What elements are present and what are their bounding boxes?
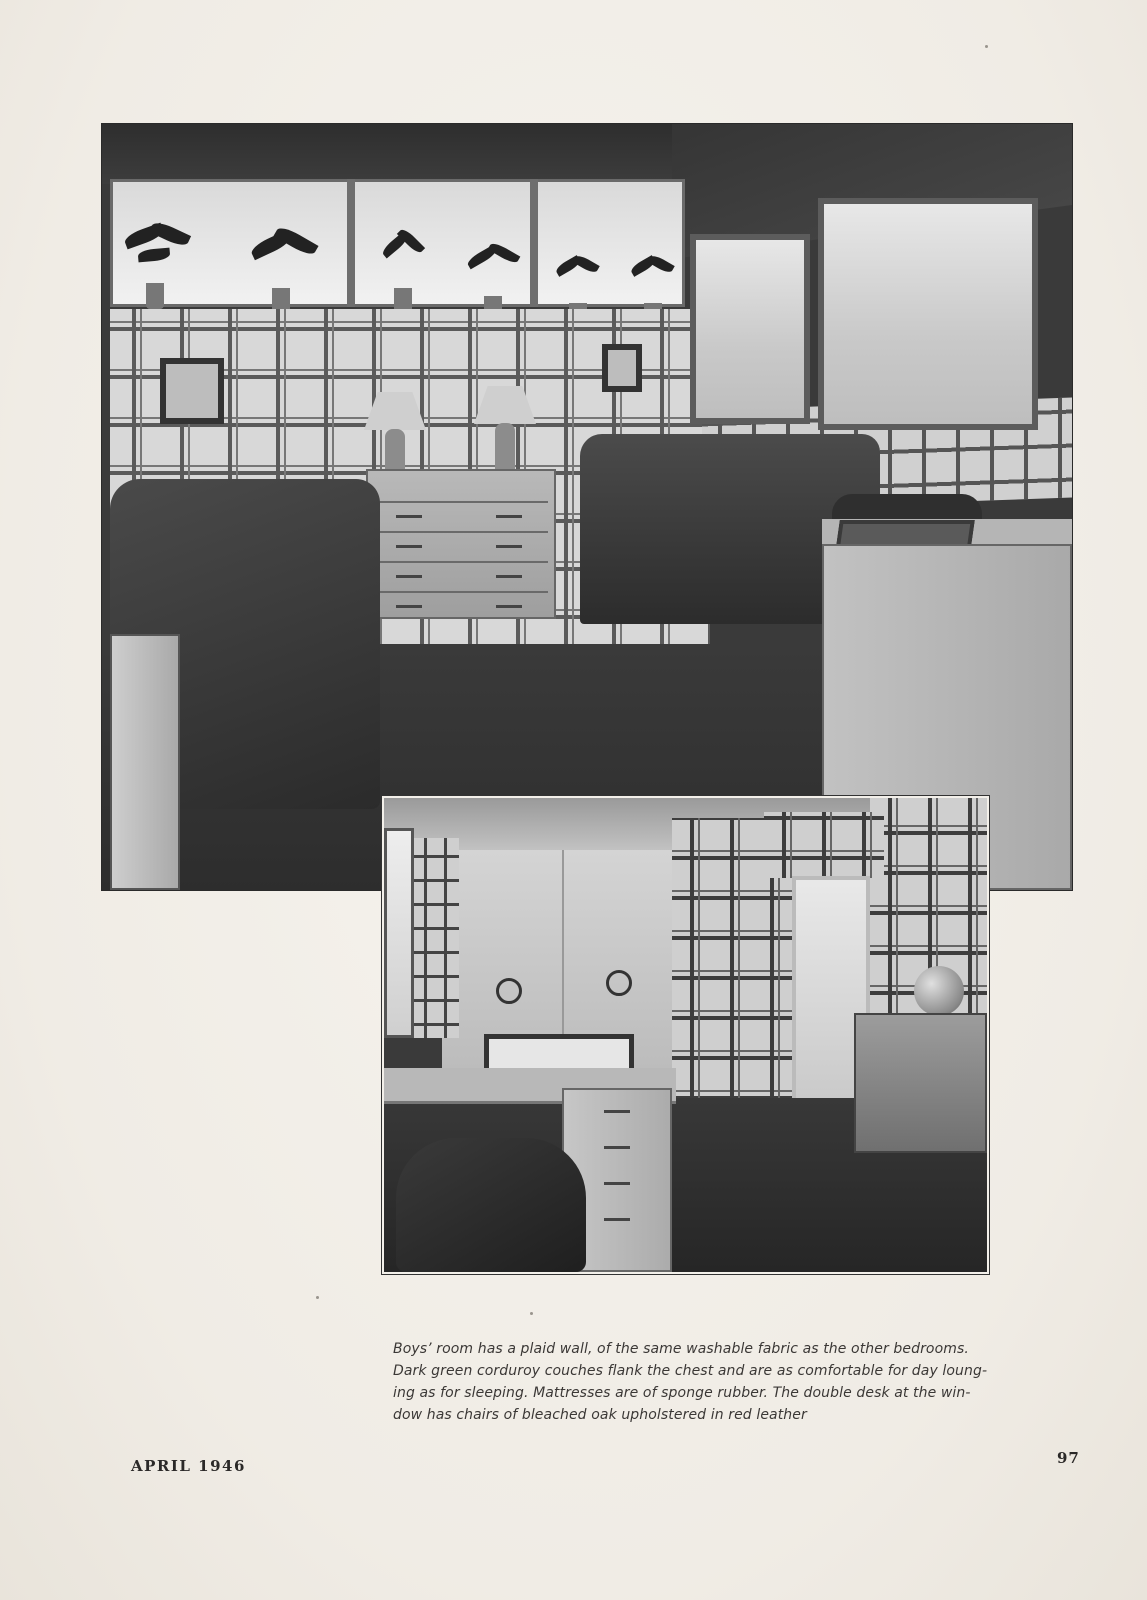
caption-line: Dark green corduroy couches flank the chest and are as comfortable for day loung- <box>393 1363 988 1379</box>
chest-of-drawers <box>366 469 556 619</box>
caption-line: Boys’ room has a plaid wall, of the same washable fabric as the other bedrooms. <box>393 1341 969 1357</box>
potted-plant <box>372 224 432 314</box>
closet-ring-pull <box>496 978 522 1004</box>
potted-plant <box>124 219 184 309</box>
page-number: 97 <box>1057 1449 1080 1467</box>
leather-chair <box>396 1138 586 1272</box>
bookshelf <box>854 1013 987 1153</box>
issue-date: APRIL 1946 <box>131 1457 246 1475</box>
boys-room-main-photo <box>102 124 1072 890</box>
lamp-base <box>495 423 515 473</box>
plaid-curtain <box>414 838 459 1038</box>
closet-ring-pull <box>606 970 632 996</box>
paper-speck <box>530 1312 533 1315</box>
plaid-wall <box>764 812 884 878</box>
photo-caption <box>393 1338 993 1426</box>
window-mullion <box>347 179 355 307</box>
framed-picture <box>602 344 642 392</box>
window <box>384 828 414 1038</box>
globe <box>914 966 964 1016</box>
framed-picture <box>160 358 224 424</box>
window-mullion <box>530 179 538 307</box>
paper-speck <box>316 1296 319 1299</box>
corner-window <box>690 234 810 424</box>
cabinet <box>110 634 180 890</box>
caption-line: dow has chairs of bleached oak upholstered in red leather <box>393 1407 807 1423</box>
caption-line: ing as for sleeping. Mattresses are of sponge rubber. The double desk at the win- <box>393 1385 971 1401</box>
potted-plant <box>250 224 310 314</box>
boys-room-desk-photo <box>384 798 987 1272</box>
corner-window <box>818 198 1038 430</box>
paper-speck <box>985 45 988 48</box>
